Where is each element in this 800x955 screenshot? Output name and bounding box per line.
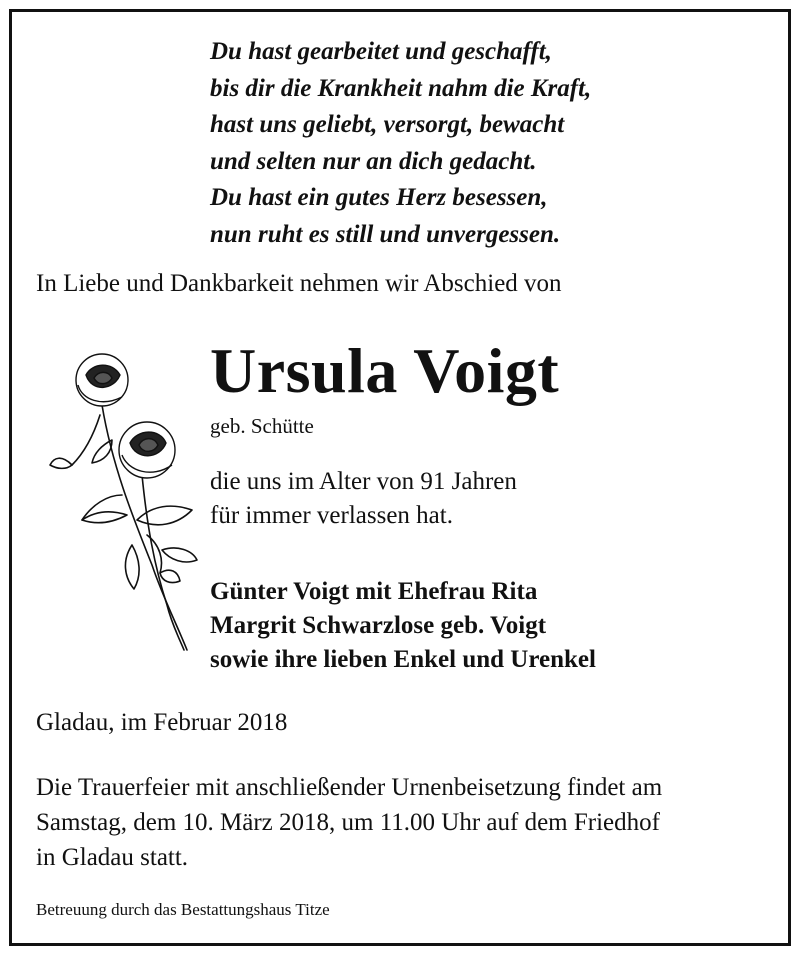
deceased-name: Ursula Voigt bbox=[210, 335, 560, 406]
mourner-line: Margrit Schwarzlose geb. Voigt bbox=[210, 612, 547, 639]
poem-line: hast uns geliebt, versorgt, bewacht bbox=[210, 111, 565, 138]
place-and-date: Gladau, im Februar 2018 bbox=[36, 709, 288, 736]
poem-line: bis dir die Krankheit nahm die Kraft, bbox=[210, 74, 592, 102]
mourners-list bbox=[210, 575, 596, 677]
age-statement bbox=[210, 465, 517, 533]
poem-line: Du hast gearbeitet und geschafft, bbox=[210, 38, 552, 65]
mourner-line: Günter Voigt mit Ehefrau Rita bbox=[210, 578, 538, 605]
mourner-line: sowie ihre lieben Enkel und Urenkel bbox=[210, 646, 596, 673]
ceremony-line: Die Trauerfeier mit anschließender Urnenbeisetzung findet am bbox=[36, 774, 663, 801]
undertaker-credit: Betreuung durch das Bestattungshaus Titze bbox=[36, 900, 330, 919]
poem-line: Du hast ein gutes Herz besessen, bbox=[210, 184, 548, 211]
farewell-intro: In Liebe und Dankbarkeit nehmen wir Abschied von bbox=[36, 270, 562, 297]
ceremony-line: Samstag, dem 10. März 2018, um 11.00 Uhr auf dem Friedhof bbox=[36, 809, 660, 836]
funeral-ceremony-info bbox=[36, 770, 662, 875]
age-line: die uns im Alter von 91 Jahren bbox=[210, 468, 517, 495]
poem-line: nun ruht es still und unvergessen. bbox=[210, 220, 561, 248]
maiden-name: geb. Schütte bbox=[210, 414, 314, 438]
rose-illustration-icon bbox=[42, 345, 202, 657]
memorial-poem bbox=[210, 34, 591, 253]
obituary-notice bbox=[9, 9, 791, 946]
ceremony-line: in Gladau statt. bbox=[36, 844, 189, 871]
age-line: für immer verlassen hat. bbox=[210, 502, 453, 529]
poem-line: und selten nur an dich gedacht. bbox=[210, 147, 537, 175]
